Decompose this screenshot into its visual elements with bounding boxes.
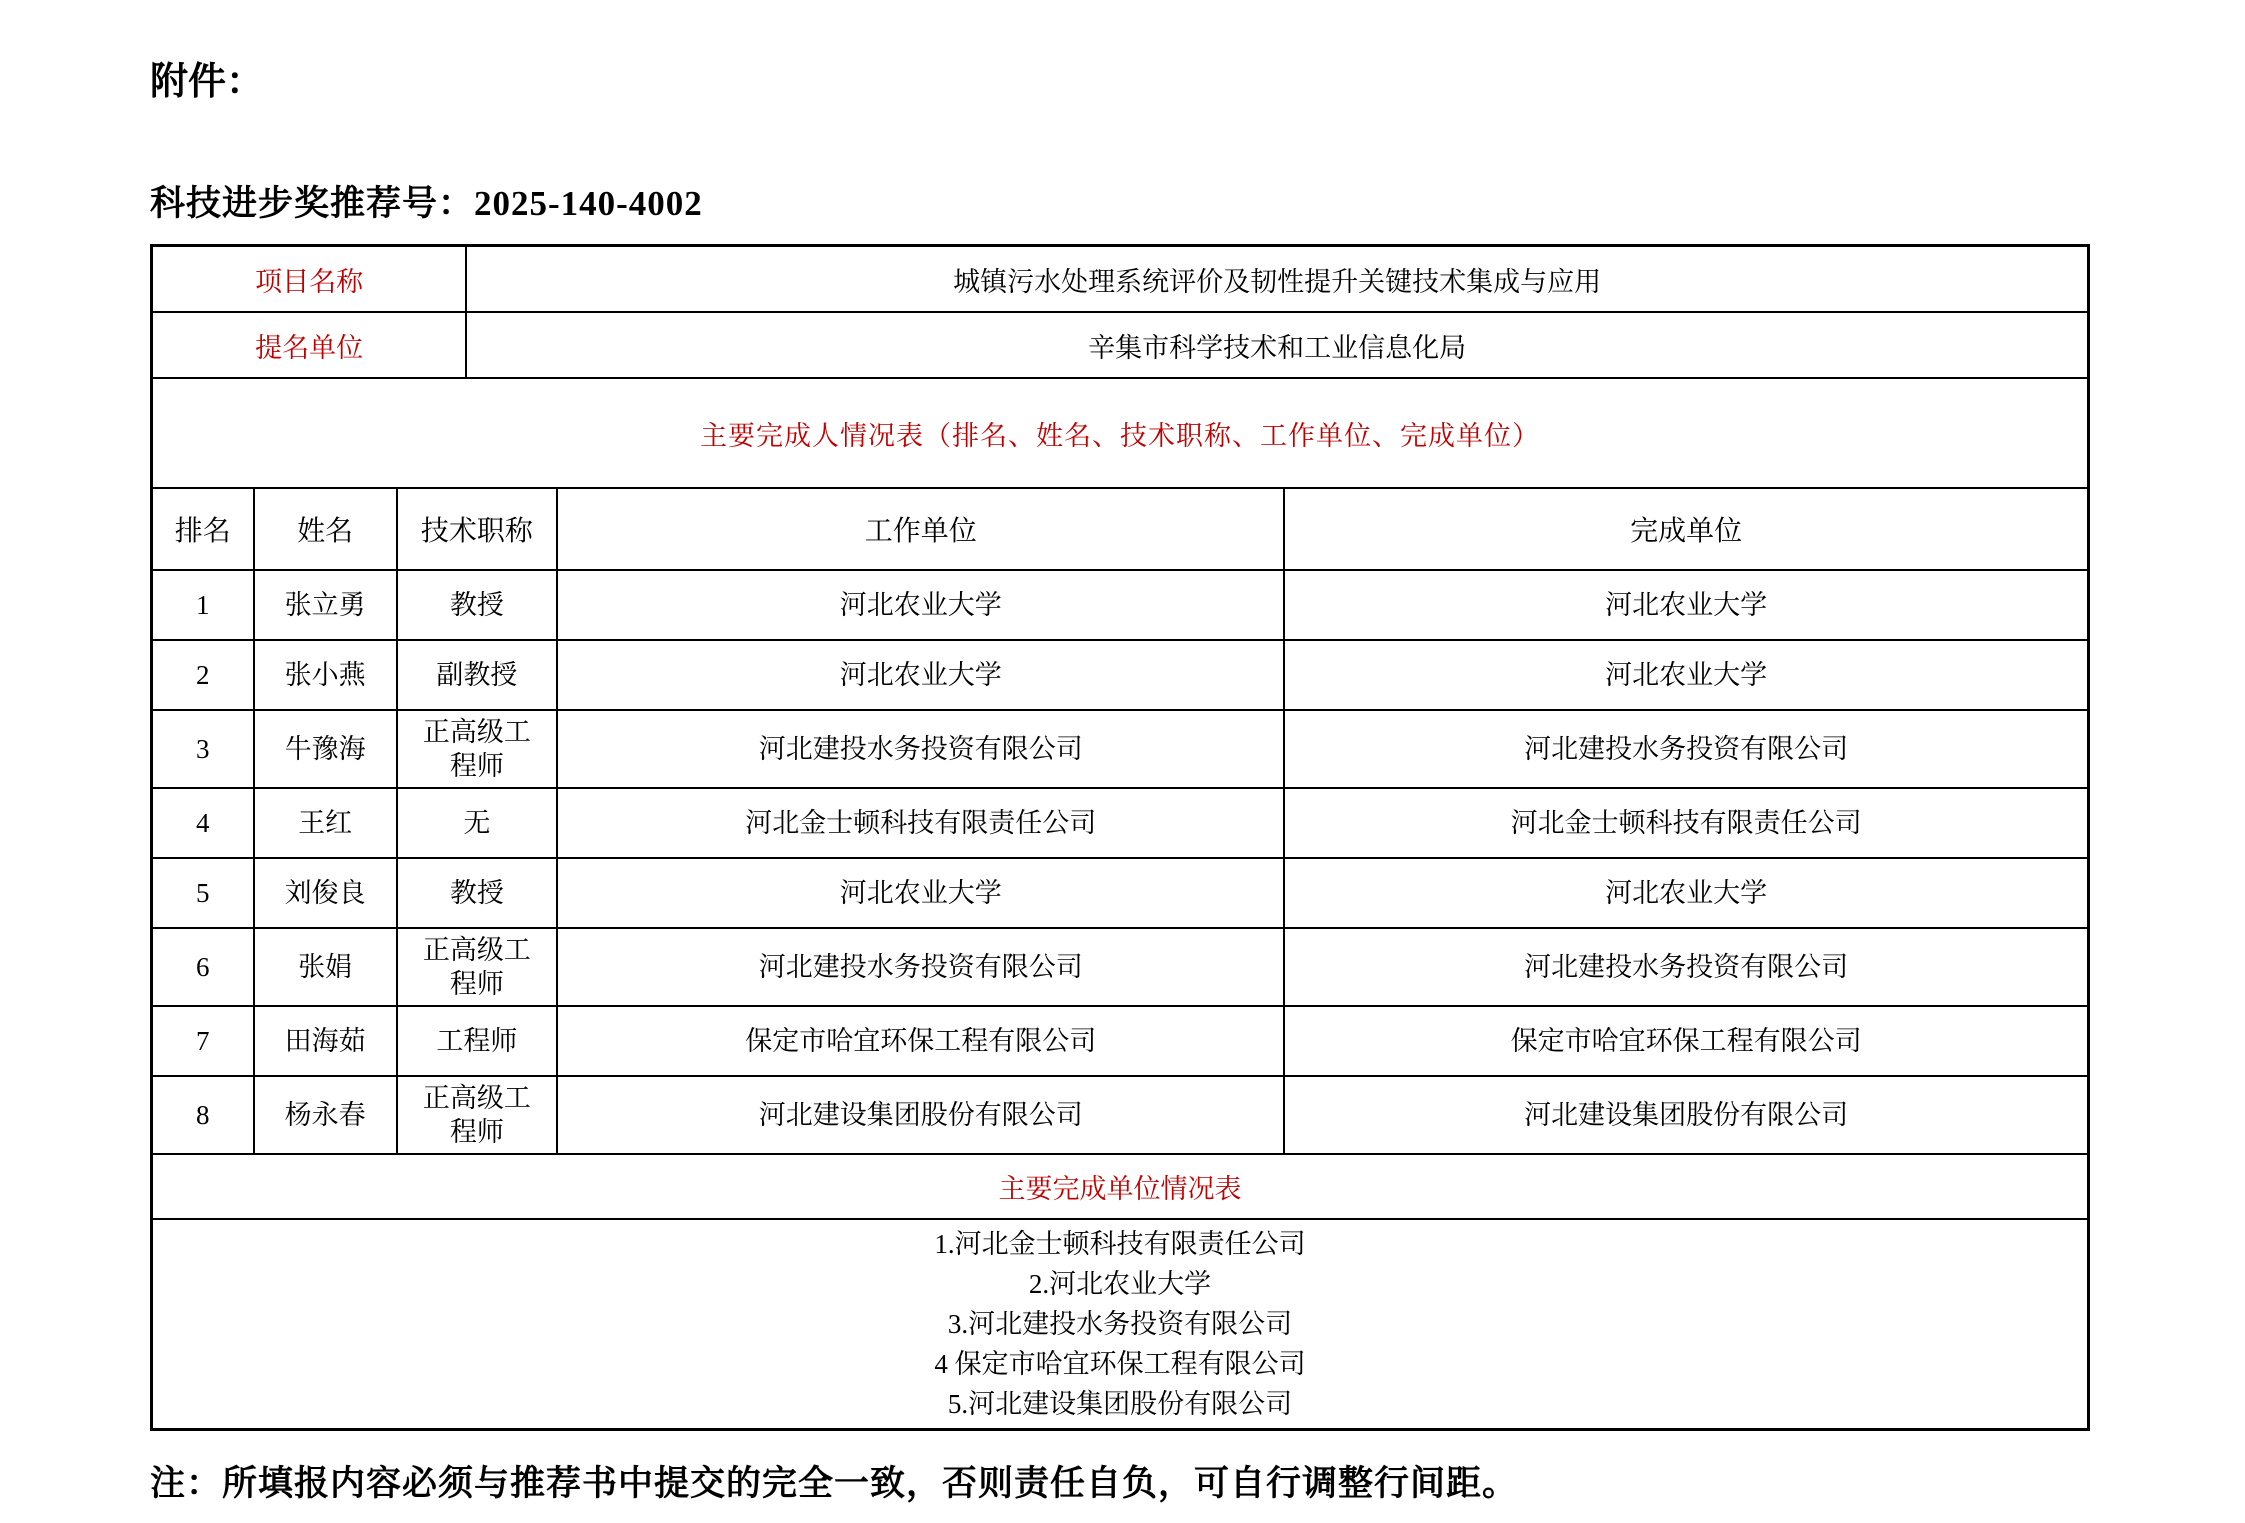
unit-list-cell (153, 1219, 2087, 1428)
rank-cell: 7 (153, 1006, 254, 1076)
rank-cell: 6 (153, 928, 254, 1006)
work-unit-cell: 河北农业大学 (557, 858, 1284, 928)
title-cell: 工程师 (397, 1006, 558, 1076)
title-cell: 正高级工程师 (397, 928, 558, 1006)
nominating-unit-label: 提名单位 (153, 312, 466, 378)
title-cell: 副教授 (397, 640, 558, 710)
award-table (150, 244, 2090, 1431)
title-cell: 正高级工程师 (397, 1076, 558, 1154)
unit-list-item: 3.河北建投水务投资有限公司 (947, 1309, 1293, 1339)
work-unit-cell: 河北农业大学 (557, 640, 1284, 710)
completing-unit-cell: 河北建设集团股份有限公司 (1284, 1076, 2087, 1154)
header-name: 姓名 (254, 489, 397, 570)
header-work-unit: 工作单位 (557, 489, 1284, 570)
nominating-unit-value: 辛集市科学技术和工业信息化局 (466, 312, 2087, 378)
name-cell: 田海茹 (254, 1006, 397, 1076)
completing-unit-cell: 河北建投水务投资有限公司 (1284, 928, 2087, 1006)
unit-list-item: 2.河北农业大学 (1028, 1269, 1212, 1299)
project-name-value: 城镇污水处理系统评价及韧性提升关键技术集成与应用 (466, 247, 2087, 312)
project-name-label: 项目名称 (153, 247, 466, 312)
name-cell: 张小燕 (254, 640, 397, 710)
recommendation-number-line: 科技进步奖推荐号：2025-140-4002 (150, 184, 703, 223)
table-row (153, 858, 2087, 928)
rank-cell: 5 (153, 858, 254, 928)
title-cell: 教授 (397, 858, 558, 928)
completing-unit-cell: 河北农业大学 (1284, 858, 2087, 928)
work-unit-cell: 河北建投水务投资有限公司 (557, 710, 1284, 788)
table-row (153, 928, 2087, 1006)
completing-unit-cell: 保定市哈宜环保工程有限公司 (1284, 1006, 2087, 1076)
rank-cell: 2 (153, 640, 254, 710)
header-title: 技术职称 (397, 489, 558, 570)
work-unit-cell: 河北建投水务投资有限公司 (557, 928, 1284, 1006)
unit-table (153, 1155, 2087, 1428)
table-row (153, 312, 2087, 378)
table-row (153, 1076, 2087, 1154)
completing-unit-cell: 河北农业大学 (1284, 570, 2087, 640)
name-cell: 王红 (254, 788, 397, 858)
work-unit-cell: 河北建设集团股份有限公司 (557, 1076, 1284, 1154)
table-row (153, 1006, 2087, 1076)
completing-unit-cell: 河北金士顿科技有限责任公司 (1284, 788, 2087, 858)
person-table-caption: 主要完成人情况表（排名、姓名、技术职称、工作单位、完成单位） (153, 378, 2087, 488)
work-unit-cell: 河北金士顿科技有限责任公司 (557, 788, 1284, 858)
table-row (153, 378, 2087, 488)
table-row (153, 1219, 2087, 1428)
rank-cell: 3 (153, 710, 254, 788)
name-cell: 杨永春 (254, 1076, 397, 1154)
person-table (153, 489, 2087, 1155)
name-cell: 张娟 (254, 928, 397, 1006)
rank-cell: 4 (153, 788, 254, 858)
unit-list-item: 5.河北建设集团股份有限公司 (947, 1389, 1293, 1419)
work-unit-cell: 河北农业大学 (557, 570, 1284, 640)
unit-list-item: 1.河北金士顿科技有限责任公司 (934, 1229, 1306, 1259)
rank-cell: 1 (153, 570, 254, 640)
title-cell: 正高级工程师 (397, 710, 558, 788)
completing-unit-cell: 河北建投水务投资有限公司 (1284, 710, 2087, 788)
info-table (153, 247, 2087, 489)
completing-unit-cell: 河北农业大学 (1284, 640, 2087, 710)
table-row (153, 710, 2087, 788)
table-header-row (153, 489, 2087, 570)
name-cell: 刘俊良 (254, 858, 397, 928)
name-cell: 牛豫海 (254, 710, 397, 788)
table-row (153, 640, 2087, 710)
header-rank: 排名 (153, 489, 254, 570)
header-completing-unit: 完成单位 (1284, 489, 2087, 570)
work-unit-cell: 保定市哈宜环保工程有限公司 (557, 1006, 1284, 1076)
table-row (153, 247, 2087, 312)
footer-note: 注：所填报内容必须与推荐书中提交的完全一致，否则责任自负，可自行调整行间距。 (150, 1464, 1519, 1503)
name-cell: 张立勇 (254, 570, 397, 640)
unit-table-caption: 主要完成单位情况表 (153, 1155, 2087, 1219)
table-row (153, 788, 2087, 858)
title-cell: 无 (397, 788, 558, 858)
table-row (153, 570, 2087, 640)
rank-cell: 8 (153, 1076, 254, 1154)
title-cell: 教授 (397, 570, 558, 640)
unit-list-item: 4 保定市哈宜环保工程有限公司 (934, 1349, 1306, 1379)
table-row (153, 1155, 2087, 1219)
attachment-label: 附件： (150, 61, 265, 103)
